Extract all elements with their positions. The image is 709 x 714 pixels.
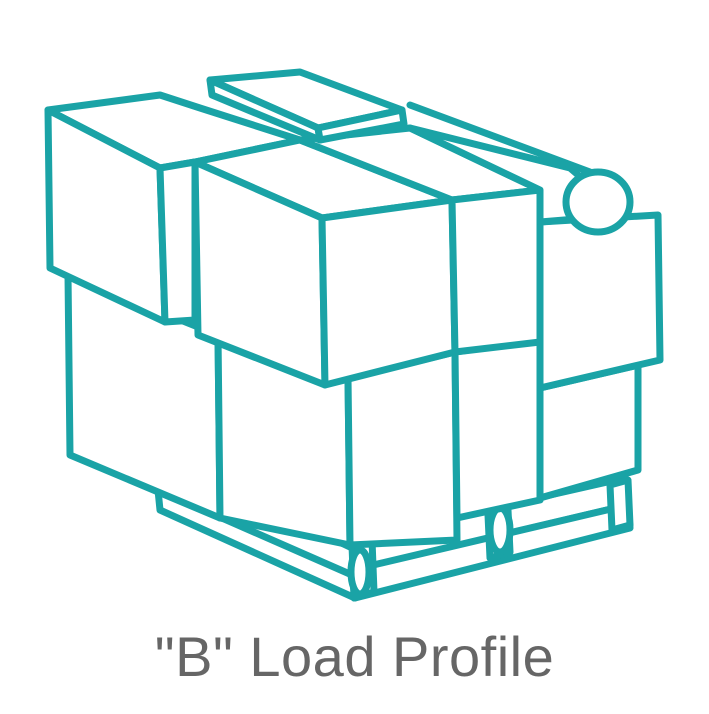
caption: "B" Load Profile (154, 625, 555, 688)
